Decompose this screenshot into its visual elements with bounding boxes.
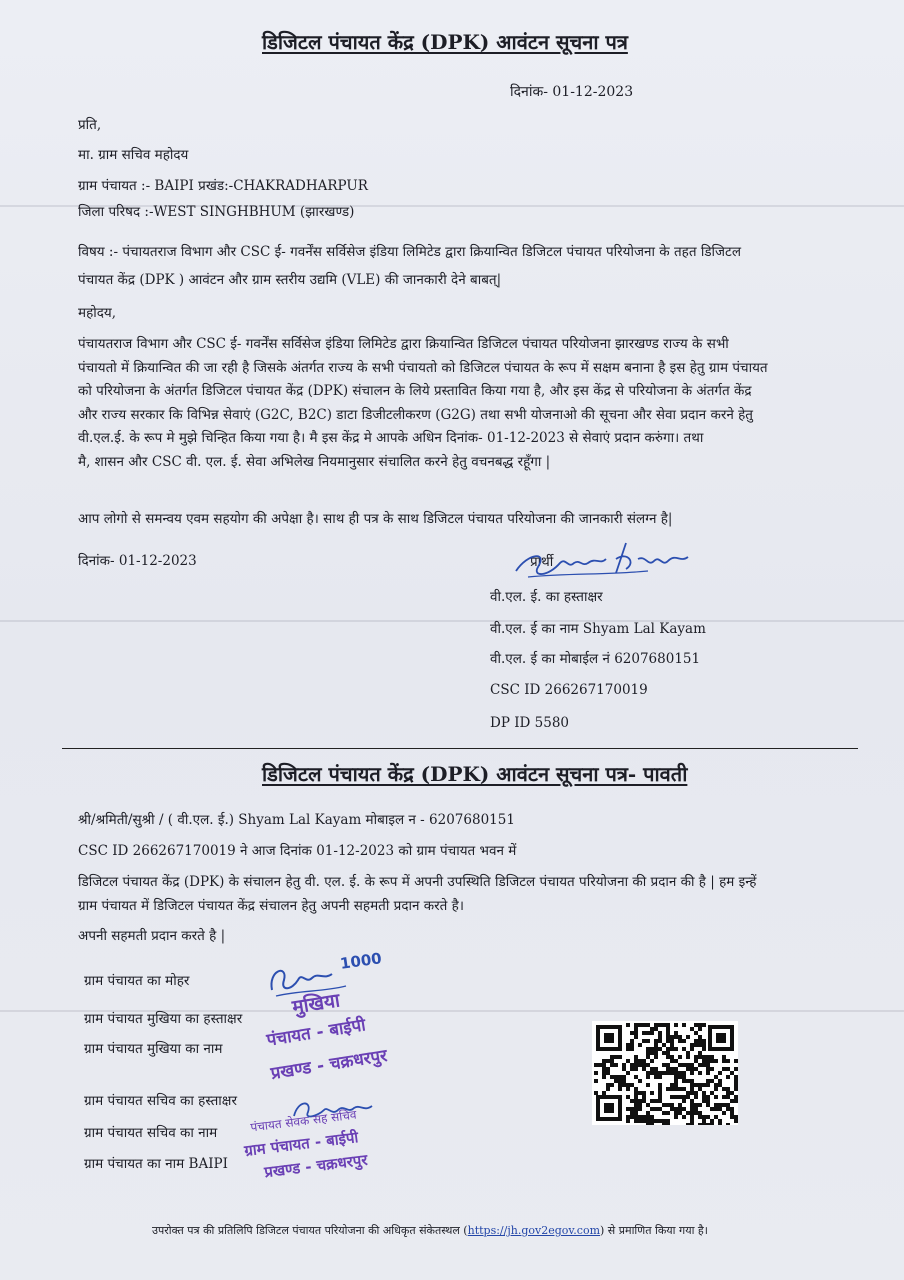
sachiv-name-label: ग्राम पंचायत सचिव का नाम — [84, 1125, 218, 1141]
footer-text-before: उपरोक्त पत्र की प्रतिलिपि डिजिटल पंचायत परियोजना की अधिकृत संकेतस्थल ( — [152, 1224, 468, 1237]
salutation: महोदय, — [78, 305, 117, 321]
body-line: पंचायतराज विभाग और CSC ई- गवर्नेंस सर्विसेज इंडिया लिमिटेड द्वारा क्रियान्वित डिजिटल पंचायत परियोजना झारखण्ड राज्य के सभी — [78, 336, 729, 352]
panchayat-name-label: ग्राम पंचायत का नाम BAIPI — [84, 1156, 228, 1172]
body-line: वी.एल.ई. के रूप मे मुझे चिन्हित किया गया है। मै इस केंद्र मे आपके अधिन दिनांक- 01-12-2023 से सेवाएं प्रदान करुंगा। तथा — [78, 430, 704, 446]
vle-signature-icon — [508, 533, 698, 583]
mukhiya-stamp-block: प्रखण्ड - चक्रधरपुर — [269, 1045, 389, 1085]
vle-mobile: वी.एल. ई का मोबाईल नं 6207680151 — [490, 651, 701, 667]
sachiv-stamp-panchayat: ग्राम पंचायत - बाईपी — [243, 1128, 360, 1160]
vle-name: वी.एल. ई का नाम Shyam Lal Kayam — [490, 621, 706, 637]
letter-date: दिनांक- 01-12-2023 — [510, 84, 634, 100]
mukhiya-name-label: ग्राम पंचायत मुखिया का नाम — [84, 1041, 223, 1057]
dp-id: DP ID 5580 — [490, 715, 570, 731]
recipient: मा. ग्राम सचिव महोदय — [78, 147, 189, 163]
closing-line: आप लोगो से समन्वय एवम सहयोग की अपेक्षा है। साथ ही पत्र के साथ डिजिटल पंचायत परियोजना की जानकारी संलग्न है| — [78, 511, 673, 527]
fold-line — [0, 620, 904, 622]
body-paragraph — [78, 333, 768, 474]
seal-label: ग्राम पंचायत का मोहर — [84, 973, 190, 989]
receipt-title: डिजिटल पंचायत केंद्र (DPK) आवंटन सूचना पत्र- पावती — [262, 762, 688, 786]
body-line: मै, शासन और CSC वी. एल. ई. सेवा अभिलेख नियमानुसार संचालित करने हेतु वचनबद्ध रहूँगा | — [78, 453, 551, 470]
section-divider — [62, 748, 858, 749]
district-line: जिला परिषद :-WEST SINGHBHUM (झारखण्ड) — [78, 204, 355, 220]
body-line: को परियोजना के अंतर्गत डिजिटल पंचायत केंद्र (DPK) संचालन के लिये प्रस्तावित किया गया है, और इस केंद्र से परियोजना के अंतर्गत केंद्र — [78, 383, 752, 399]
qr-code-icon — [592, 1021, 738, 1125]
body-line: पंचायतो में क्रियान्वित की जा रही है जिसके अंतर्गत राज्य के सभी पंचायतो को डिजिटल पंचायत के रूप में सक्षम बनाना है इस हेतु ग्राम पंचायत — [78, 359, 768, 376]
mukhiya-sign-label: ग्राम पंचायत मुखिया का हस्ताक्षर — [84, 1011, 243, 1027]
prarthi-label: प्रार्थी — [530, 554, 554, 570]
receipt-line-3: डिजिटल पंचायत केंद्र (DPK) के संचालन हेतु वी. एल. ई. के रूप में अपनी उपस्थिति डिजिटल पंचायत परियोजना की प्रदान की है | हम इन्हें — [78, 874, 757, 890]
subject-line-1: विषय :- पंचायतराज विभाग और CSC ई- गवर्नेंस सर्विसेज इंडिया लिमिटेड द्वारा क्रियान्वित डिजिटल पंचायत परियोजना के तहत डिजिटल — [78, 244, 742, 260]
footer-text-after: ) से प्रमाणित किया गया है। — [600, 1224, 708, 1237]
to-label: प्रति, — [78, 117, 102, 133]
verification-link[interactable]: https://jh.gov2egov.com — [467, 1224, 601, 1237]
sachiv-sign-label: ग्राम पंचायत सचिव का हस्ताक्षर — [84, 1093, 237, 1109]
footer-date: दिनांक- 01-12-2023 — [78, 553, 197, 569]
csc-id: CSC ID 266267170019 — [490, 682, 648, 698]
receipt-line-2: CSC ID 266267170019 ने आज दिनांक 01-12-2023 को ग्राम पंचायत भवन में — [78, 843, 517, 859]
receipt-line-4: ग्राम पंचायत में डिजिटल पंचायत केंद्र संचालन हेतु अपनी सहमती प्रदान करते है। — [78, 898, 464, 914]
body-line: और राज्य सरकार कि विभिन्न सेवाएं (G2C, B2C) डाटा डिजीटलीकरण (G2G) तथा सभी योजनाओ की सूचना और सेवा प्रदान करने हेतु — [78, 406, 754, 423]
sachiv-stamp-block: प्रखण्ड - चक्रधरपुर — [263, 1150, 369, 1182]
sachiv-stamp-title: पंचायत सेवक सह सचिव — [249, 1107, 358, 1135]
mukhiya-stamp-panchayat: पंचायत - बाईपी — [265, 1015, 367, 1051]
mukhiya-signature-number: 1000 — [338, 949, 383, 973]
subject-line-2: पंचायत केंद्र (DPK ) आवंटन और ग्राम स्तरीय उद्यमि (VLE) की जानकारी देने बाबत्| — [78, 272, 502, 288]
vle-sign-label: वी.एल. ई. का हस्ताक्षर — [490, 589, 603, 605]
receipt-line-1: श्री/श्रमिती/सुश्री / ( वी.एल. ई.) Shyam Lal Kayam मोबाइल न - 6207680151 — [78, 812, 515, 828]
mukhiya-stamp-title: मुखिया — [290, 989, 342, 1019]
page-title: डिजिटल पंचायत केंद्र (DPK) आवंटन सूचना पत्र — [262, 30, 628, 54]
panchayat-line: ग्राम पंचायत :- BAIPI प्रखंड:-CHAKRADHARPUR — [78, 178, 368, 194]
receipt-line-5: अपनी सहमती प्रदान करते है | — [78, 928, 226, 944]
footer-note — [152, 1222, 708, 1240]
